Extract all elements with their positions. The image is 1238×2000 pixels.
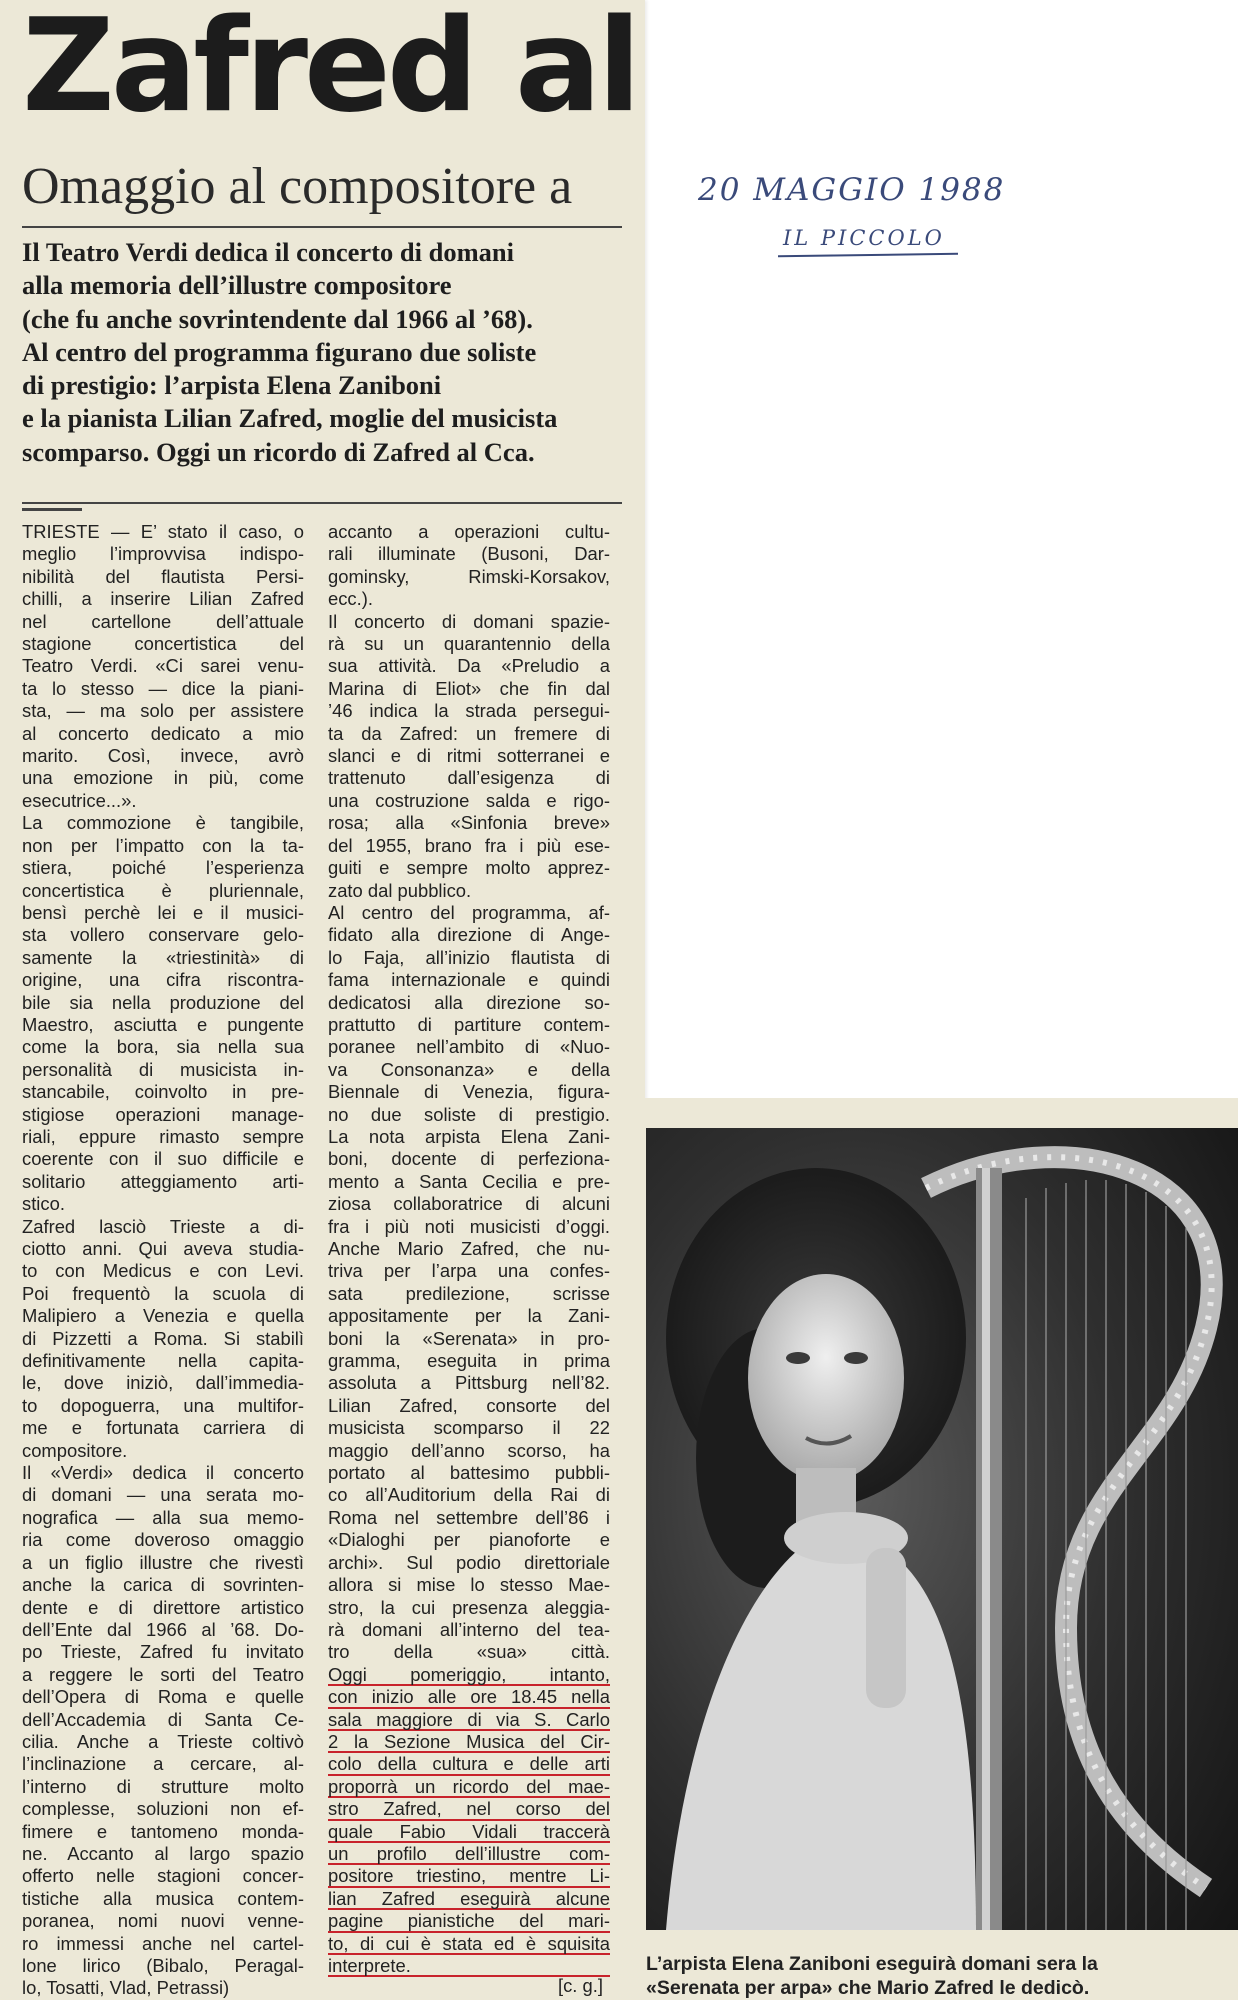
column-1-line: Teatro Verdi. «Ci sarei venu-: [22, 655, 304, 677]
column-1-line: lo, Tosatti, Vlad, Petrassi): [22, 1977, 230, 1999]
column-2-line: slanci e di ritmi sotterranei e: [328, 745, 610, 767]
column-1-line: esecutrice...».: [22, 789, 137, 811]
column-2-line: rà domani all’interno del tea-: [328, 1618, 610, 1640]
column-1-line: Maestro, asciutta e pungente: [22, 1013, 304, 1035]
photo-caption: [646, 1952, 1238, 2000]
column-1-line: samente la «triestinità» di: [22, 946, 304, 968]
column-1-line: TRIESTE — E’ stato il caso, o: [22, 521, 304, 542]
column-1-line: Poi frequentò la scuola di: [22, 1282, 304, 1304]
column-1-line: meglio l’improvvisa indispo-: [22, 543, 304, 565]
column-2-line: gramma, eseguita in prima: [328, 1350, 610, 1372]
column-1-line: La commozione è tangibile,: [22, 812, 304, 834]
column-2-line: portato al battesimo pubbli-: [328, 1462, 610, 1484]
harpist-photo: [646, 1128, 1238, 1930]
column-2-line: fra i più noti musicisti d’oggi.: [328, 1215, 610, 1237]
handwritten-underline: [778, 253, 958, 258]
column-2-line: sala maggiore di via S. Carlo: [328, 1708, 610, 1730]
column-1-line: l’interno di strutture molto: [22, 1775, 304, 1797]
column-1-line: a un figlio illustre che rivestì: [22, 1551, 304, 1573]
column-1-line: personalità di musicista in-: [22, 1058, 304, 1080]
column-2-line: un profilo dell’illustre com-: [328, 1842, 610, 1864]
column-1-line: concertistica è pluriennale,: [22, 879, 304, 901]
column-1-line: cilia. Anche a Trieste coltivò: [22, 1730, 304, 1752]
column-2-line: sata predilezione, scrisse: [328, 1282, 610, 1304]
column-2-line: Oggi pomeriggio, intanto,: [328, 1663, 610, 1685]
column-1-line: complesse, soluzioni non ef-: [22, 1798, 304, 1820]
column-1-line: stigiose operazioni manage-: [22, 1103, 304, 1125]
column-1-line: poranea, nomi nuovi venne-: [22, 1910, 304, 1932]
caption-line: L’arpista Elena Zaniboni eseguirà domani sera la: [646, 1953, 1098, 1975]
column-1-line: dell’Opera di Roma e quelle: [22, 1686, 304, 1708]
column-2-line: Roma nel settembre dell’86 i: [328, 1506, 610, 1528]
rule-bottom: [22, 502, 622, 504]
headline: Zafred al: [22, 8, 638, 126]
column-1-line: po Trieste, Zafred fu invitato: [22, 1641, 304, 1663]
column-2-line: rali illuminate (Busoni, Dar-: [328, 543, 610, 565]
column-2-line: triva per l’arpa una confes-: [328, 1260, 610, 1282]
column-1-line: nel cartellone dell’attuale: [22, 610, 304, 632]
column-2-line: assoluta a Pittsburg nell’82.: [328, 1372, 610, 1394]
column-1-line: nografica — alla sua memo-: [22, 1506, 304, 1528]
column-2-line: trattenuto dall’esigenza di: [328, 767, 610, 789]
column-2-line: del 1955, brano fra i più ese-: [328, 834, 610, 856]
column-2-line: to, di cui è stata ed è squisita: [328, 1932, 610, 1954]
column-1-line: a reggere le sorti del Teatro: [22, 1663, 304, 1685]
column-2-line: tro della «sua» città.: [328, 1641, 610, 1663]
column-2-line: zato dal pubblico.: [328, 879, 472, 901]
column-1-line: ne. Accanto al largo spazio: [22, 1842, 304, 1864]
column-2-line: sua attività. Da «Preludio a: [328, 655, 610, 677]
handwritten-newspaper: IL PICCOLO: [783, 226, 945, 250]
column-1-line: sta, — ma solo per assistere: [22, 700, 304, 722]
column-2-line: Lilian Zafred, consorte del: [328, 1394, 610, 1416]
column-2-line: con inizio alle ore 18.45 nella: [328, 1686, 610, 1708]
column-2-line: va Consonanza» e della: [328, 1058, 610, 1080]
column-1-line: to con Medicus e con Levi.: [22, 1260, 304, 1282]
article-column-1: [22, 521, 304, 2000]
author-initials: [c. g.]: [558, 1975, 603, 1996]
caption-line: «Serenata per arpa» che Mario Zafred le dedicò.: [646, 1977, 1090, 1999]
column-2-line: Il concerto di domani spazie-: [328, 610, 610, 632]
column-1-line: nibilità del flautista Persi-: [22, 565, 304, 587]
column-1-line: una emozione in più, come: [22, 767, 304, 789]
column-2-line: Biennale di Venezia, figura-: [328, 1081, 610, 1103]
column-1-line: ciotto anni. Qui aveva studia-: [22, 1238, 304, 1259]
column-2-line: maggio dell’anno scorso, ha: [328, 1439, 610, 1461]
column-2-line: proporrà un ricordo del mae-: [328, 1775, 610, 1797]
column-1-line: di Pizzetti a Roma. Si stabilì: [22, 1327, 304, 1349]
deck-line: di prestigio: l’arpista Elena Zaniboni: [22, 370, 442, 401]
column-1-line: me e fortunata carriera di: [22, 1417, 304, 1439]
column-1-line: dell’Ente dal 1966 al ’68. Do-: [22, 1618, 304, 1640]
column-2-line: pagine pianistiche del mari-: [328, 1910, 610, 1932]
column-1-line: dente e di direttore artistico: [22, 1596, 304, 1618]
column-1-line: Il «Verdi» dedica il concerto: [22, 1462, 304, 1484]
column-2-line: Al centro del programma, af-: [328, 901, 610, 923]
column-2-line: lian Zafred eseguirà alcune: [328, 1887, 610, 1909]
column-2-line: allora si mise lo stesso Mae-: [328, 1574, 610, 1596]
column-1-line: marito. Così, invece, avrò: [22, 745, 304, 767]
column-1-line: di domani — una serata mo-: [22, 1484, 304, 1506]
column-2-line: interprete.: [328, 1955, 610, 1977]
column-1-line: come la bora, sia nella sua: [22, 1036, 304, 1058]
column-1-line: ta lo stesso — dice la piani-: [22, 677, 304, 699]
rule-accent: [22, 508, 82, 511]
column-2-line: colo della cultura e delle arti: [328, 1753, 610, 1775]
column-2-line: gominsky, Rimski-Korsakov,: [328, 565, 610, 587]
column-2-line: prattutto di partiture contem-: [328, 1013, 610, 1035]
deck: [22, 236, 622, 469]
column-2-line: rosa; alla «Sinfonia breve»: [328, 812, 610, 834]
column-2-line: Marina di Eliot» che fin dal: [328, 677, 610, 699]
column-1-line: stico.: [22, 1193, 65, 1215]
column-1-line: riali, eppure rimasto sempre: [22, 1125, 304, 1147]
column-2-line: Anche Mario Zafred, che nu-: [328, 1238, 610, 1259]
column-1-line: bensì perchè lei e il musici-: [22, 901, 304, 923]
column-2-line: quale Fabio Vidali traccerà: [328, 1820, 610, 1842]
column-1-line: bile sia nella produzione del: [22, 991, 304, 1013]
deck-line: Al centro del programma figurano due soliste: [22, 336, 537, 367]
column-1-line: al concerto dedicato a mio: [22, 722, 304, 744]
column-2-line: ’46 indica la strada persegui-: [328, 700, 610, 722]
column-1-line: solitario atteggiamento arti-: [22, 1170, 304, 1192]
column-1-line: offerto nelle stagioni concer-: [22, 1865, 304, 1887]
column-1-line: origine, una cifra riscontra-: [22, 969, 304, 991]
column-2-line: ta da Zafred: un fremere di: [328, 722, 610, 744]
column-2-line: La nota arpista Elena Zani-: [328, 1125, 610, 1147]
column-1-line: non per l’impatto con la ta-: [22, 834, 304, 856]
column-2-line: mento a Santa Cecilia e pre-: [328, 1170, 610, 1192]
column-2-line: boni, docente di perfeziona-: [328, 1148, 610, 1170]
column-1-line: stagione concertistica del: [22, 633, 304, 655]
column-2-line: archi». Sul podio direttoriale: [328, 1551, 610, 1573]
column-1-line: stiera, poiché l’esperienza: [22, 857, 304, 879]
column-2-line: boni la «Serenata» in pro-: [328, 1327, 610, 1349]
column-1-line: ro immessi anche nel cartel-: [22, 1932, 304, 1954]
column-1-line: l’inclinazione a cercare, al-: [22, 1753, 304, 1775]
column-2-line: musicista scomparso il 22: [328, 1417, 610, 1439]
harpist-photo-image: [646, 1128, 1238, 1930]
column-1-line: compositore.: [22, 1439, 128, 1461]
column-1-line: Zafred lasciò Trieste a di-: [22, 1215, 304, 1237]
column-1-line: fimere e tantomeno monda-: [22, 1820, 304, 1842]
column-2-line: accanto a operazioni cultu-: [328, 521, 610, 542]
deck-line: e la pianista Lilian Zafred, moglie del musicista: [22, 403, 558, 434]
column-1-line: definitivamente nella capita-: [22, 1350, 304, 1372]
column-2-line: appositamente per la Zani-: [328, 1305, 610, 1327]
column-1-line: stancabile, coinvolto in pre-: [22, 1081, 304, 1103]
deck-line: Il Teatro Verdi dedica il concerto di domani: [22, 237, 514, 267]
subheadline: Omaggio al compositore a: [22, 158, 573, 215]
column-2-line: rà su un quarantennio della: [328, 633, 610, 655]
column-1-line: lone lirico (Bibalo, Peragal-: [22, 1955, 304, 1976]
column-2-line: 2 la Sezione Musica del Cir-: [328, 1730, 610, 1752]
column-1-line: coerente con il suo difficile e: [22, 1148, 304, 1170]
article-column-2: [328, 521, 610, 1977]
column-2-line: fidato alla direzione di Ange-: [328, 924, 610, 946]
column-1-line: tistiche alla musica contem-: [22, 1887, 304, 1909]
column-2-line: lo Faja, all’inizio flautista di: [328, 946, 610, 968]
deck-line: alla memoria dell’illustre compositore: [22, 270, 452, 301]
column-1-line: to dopoguerra, una multifor-: [22, 1394, 304, 1416]
column-1-line: sta vollero conservare gelo-: [22, 924, 304, 946]
column-2-line: stro, la cui presenza aleggia-: [328, 1596, 610, 1618]
column-2-line: positore triestino, mentre Li-: [328, 1865, 610, 1887]
column-2-line: ziosa collaboratrice di alcuni: [328, 1193, 610, 1215]
handwritten-date: 20 MAGGIO 1988: [698, 172, 1006, 208]
column-2-line: fama internazionale e quindi: [328, 969, 610, 991]
column-1-line: anche la carica di sovrinten-: [22, 1574, 304, 1596]
deck-line: (che fu anche sovrintendente dal 1966 al ’68).: [22, 303, 533, 334]
column-1-line: ria come doveroso omaggio: [22, 1529, 304, 1551]
column-1-line: chilli, a inserire Lilian Zafred: [22, 588, 304, 610]
column-1-line: Malipiero a Venezia e quella: [22, 1305, 304, 1327]
column-1-line: dell’Accademia di Santa Ce-: [22, 1708, 304, 1730]
column-2-line: una costruzione salda e rigo-: [328, 789, 610, 811]
column-2-line: «Dialoghi per pianoforte e: [328, 1529, 610, 1551]
column-2-line: poranee nell’ambito di «Nuo-: [328, 1036, 610, 1058]
column-2-line: no due soliste di prestigio.: [328, 1103, 610, 1125]
column-2-line: stro Zafred, nel corso del: [328, 1798, 610, 1820]
column-1-line: le, dove iniziò, dall’immedia-: [22, 1372, 304, 1394]
column-2-line: co all’Auditorium della Rai di: [328, 1484, 610, 1506]
column-2-line: dedicatosi alla direzione so-: [328, 991, 610, 1013]
deck-line: scomparso. Oggi un ricordo di Zafred al Cca.: [22, 436, 535, 467]
column-2-line: guiti e sempre molto apprez-: [328, 857, 610, 879]
rule-top: [22, 226, 622, 228]
column-2-line: ecc.).: [328, 588, 373, 610]
